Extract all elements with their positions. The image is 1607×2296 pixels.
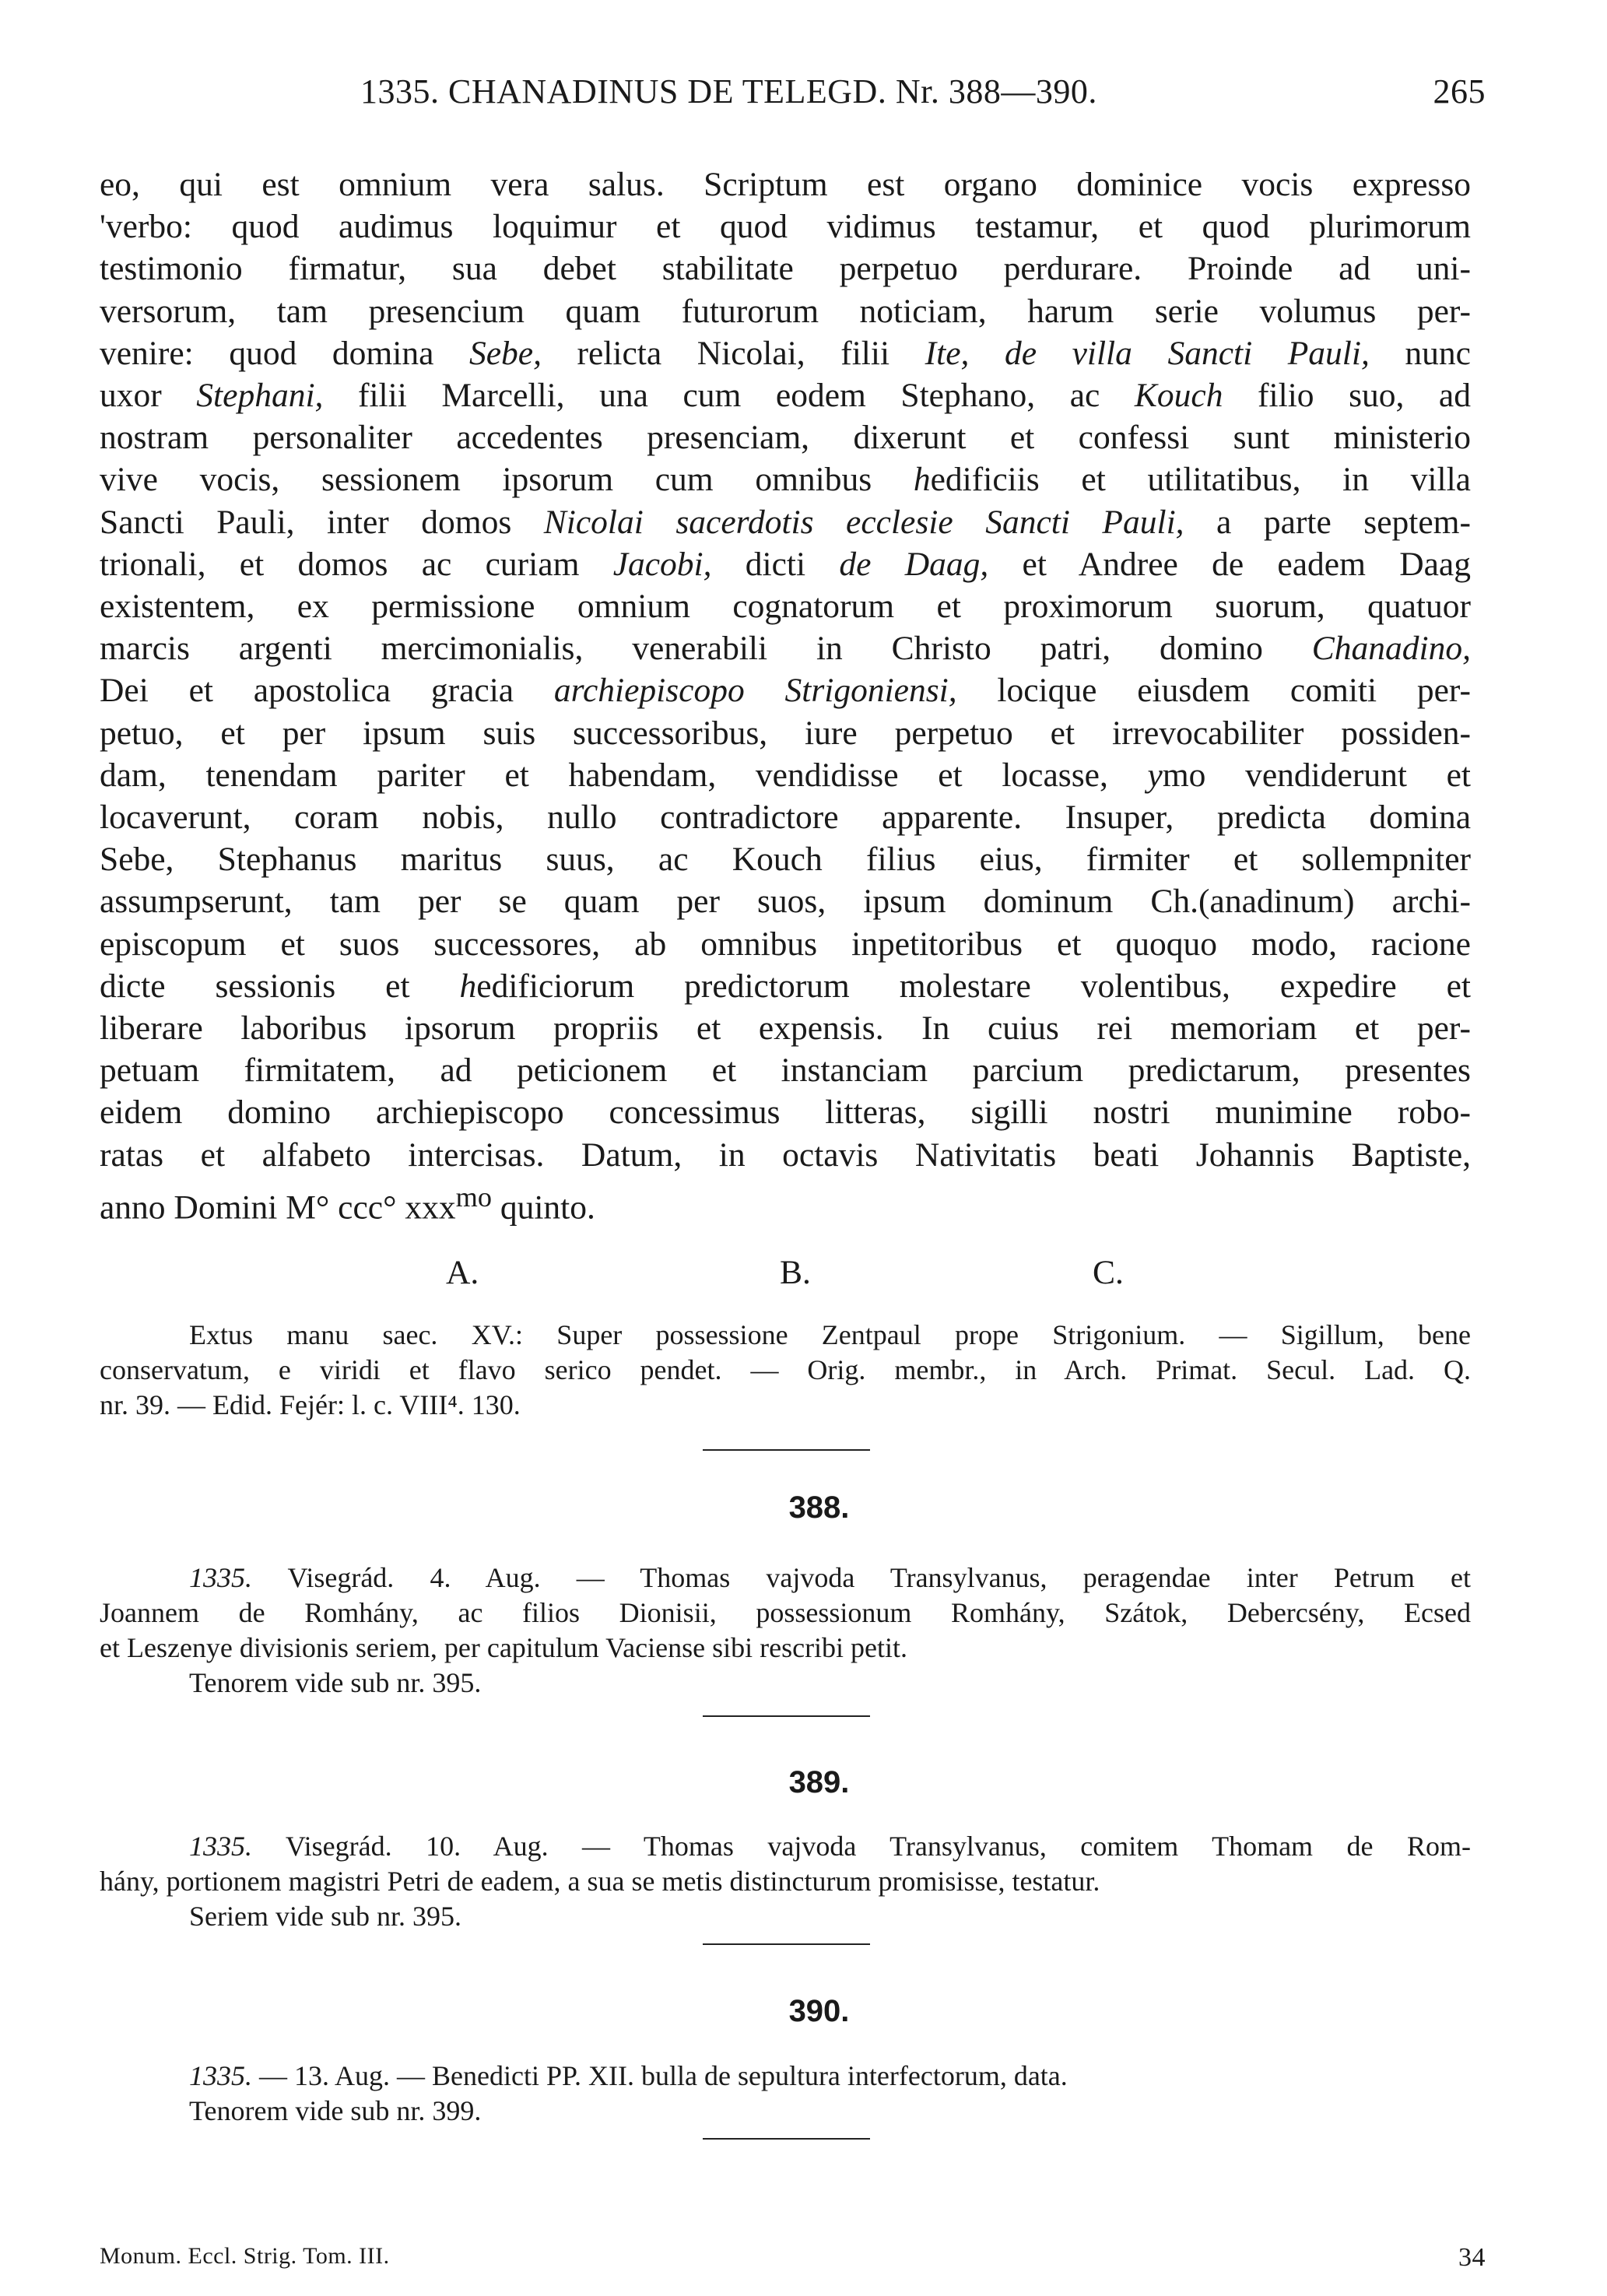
text-segment: et Andree de eadem Daag <box>988 545 1471 583</box>
italic-name: de Daag, <box>839 545 989 583</box>
text-line <box>100 543 1471 585</box>
note-line: conservatum, e viridi et flavo serico pendet. — Orig. membr., in Arch. Primat. Secul. Lad. Q. <box>100 1354 1471 1385</box>
text-line <box>100 332 1471 374</box>
italic-name: h <box>913 461 931 499</box>
text-segment: 'verbo: quod audimus loquimur et quod vidimus testamur, et quod plurimorum <box>100 208 1471 246</box>
italic-name: y <box>1147 756 1163 794</box>
text-segment: locique eiusdem comiti per- <box>956 672 1472 710</box>
text-segment: eo, qui est omnium vera salus. Scriptum est organo dominice vocis expresso <box>100 166 1471 203</box>
text-segment: quinto. <box>491 1188 595 1227</box>
text-segment: dicte sessionis et <box>100 967 460 1005</box>
text-line <box>100 838 1471 880</box>
text-line <box>100 416 1471 458</box>
text-line <box>100 1049 1471 1091</box>
separator-rule <box>703 1449 870 1451</box>
text-line <box>100 796 1471 838</box>
text-line <box>100 754 1471 796</box>
text-segment: Sebe, Stephanus maritus suus, ac Kouch filius eius, firmiter et sollempniter <box>100 841 1471 879</box>
text-line <box>100 923 1471 965</box>
text-line <box>100 1176 1471 1229</box>
text-line <box>100 248 1471 290</box>
text-segment: trionali, et domos ac curiam <box>100 545 613 583</box>
text-segment: petuam firmitatem, ad peticionem et instanciam parcium predictarum, presentes <box>100 1051 1471 1090</box>
entry-number-390: 390. <box>788 1994 850 2028</box>
entry-line: et Leszenye divisionis seriem, per capitulum Vaciense sibi rescribi petit. <box>100 1632 908 1663</box>
entry-388 <box>100 1561 1471 1701</box>
italic-name: Ite, de villa Sancti Pauli, <box>925 334 1370 372</box>
italic-name: Stephani, <box>196 377 324 415</box>
text-line <box>100 374 1471 416</box>
text-line <box>100 965 1471 1007</box>
entry-date: 1335. <box>189 2060 252 2091</box>
entry-date: 1335. <box>189 1562 252 1593</box>
italic-name: Sebe, <box>468 334 542 372</box>
entry-date: 1335. <box>189 1831 252 1862</box>
entry-number-388: 388. <box>788 1490 850 1525</box>
entry-reference: Tenorem vide sub nr. 399. <box>189 2095 482 2126</box>
text-segment: a parte septem- <box>1184 503 1471 541</box>
text-segment: nunc <box>1369 334 1471 372</box>
text-line <box>100 458 1471 500</box>
text-segment: edificiis et utilitatibus, in villa <box>930 461 1471 499</box>
text-line <box>100 501 1471 543</box>
text-segment: dicti <box>711 545 840 583</box>
text-segment: locaverunt, coram nobis, nullo contradictore apparente. Insuper, predicta domina <box>100 799 1471 837</box>
page-number: 265 <box>1433 72 1486 111</box>
italic-name: h <box>459 967 477 1005</box>
running-head <box>100 72 1486 118</box>
chirograph-letter-c: C. <box>1093 1254 1124 1291</box>
text-line <box>100 205 1471 248</box>
gathering-signature: 34 <box>1458 2243 1486 2272</box>
text-line <box>100 880 1471 922</box>
text-segment: vive vocis, sessionem ipsorum cum omnibus <box>100 461 914 499</box>
text-line <box>100 712 1471 754</box>
text-segment: marcis argenti mercimonialis, venerabili in Christo patri, domino <box>100 630 1312 668</box>
text-segment: Sancti Pauli, inter domos <box>100 503 544 541</box>
entry-389 <box>100 1829 1471 1934</box>
entry-line: 1335. — 13. Aug. — Benedicti PP. XII. bulla de sepultura interfectorum, data. <box>189 2060 1068 2091</box>
entry-line: hány, portionem magistri Petri de eadem, a sua se metis distincturum promisisse, testatur. <box>100 1866 1100 1897</box>
text-segment: nostram personaliter accedentes presenciam, dixerunt et confessi sunt ministerio <box>100 419 1471 457</box>
separator-rule <box>703 2138 870 2140</box>
text-segment: petuo, et per ipsum suis successoribus, iure perpetuo et irrevocabiliter possiden- <box>100 714 1471 752</box>
text-segment: mo <box>455 1181 492 1213</box>
text-line <box>100 585 1471 627</box>
text-segment: existentem, ex permissione omnium cognatorum et proximorum suorum, quatuor <box>100 588 1471 626</box>
chirograph-letter-a: A. <box>446 1254 479 1291</box>
text-segment: episcopum et suos successores, ab omnibus inpetitoribus et quoquo modo, racione <box>100 925 1471 963</box>
separator-rule <box>703 1943 870 1945</box>
text-segment: liberare laboribus ipsorum propriis et expensis. In cuius rei memoriam et per- <box>100 1009 1471 1048</box>
note-line: Extus manu saec. XV.: Super possessione Zentpaul prope Strigonium. — Sigillum, bene <box>189 1319 1471 1350</box>
text-line <box>100 163 1471 205</box>
chirograph-letter-b: B. <box>780 1254 811 1291</box>
entry-reference: Seriem vide sub nr. 395. <box>189 1901 461 1932</box>
separator-rule <box>703 1715 870 1717</box>
text-segment: relicta Nicolai, filii <box>541 334 925 372</box>
chirograph-letters <box>0 1253 1607 1300</box>
italic-name: Jacobi, <box>612 545 712 583</box>
text-line <box>100 290 1471 332</box>
text-line <box>100 1091 1471 1133</box>
entry-reference: Tenorem vide sub nr. 395. <box>189 1667 482 1698</box>
text-line <box>100 669 1471 711</box>
running-title: 1335. CHANADINUS DE TELEGD. Nr. 388—390. <box>360 72 1097 111</box>
text-segment: filio suo, ad <box>1223 377 1471 415</box>
text-segment: Dei et apostolica gracia <box>100 672 554 710</box>
text-segment: dam, tenendam pariter et habendam, vendidisse et locasse, <box>100 756 1148 794</box>
text-segment: testimonio firmatur, sua debet stabilitate perpetuo perdurare. Proinde ad uni- <box>100 250 1471 288</box>
text-line <box>100 1007 1471 1049</box>
page-footer <box>100 2243 1486 2270</box>
entry-line: Joannem de Romhány, ac filios Dionisii, possessionum Romhány, Szátok, Debercsény, Ecsed <box>100 1597 1471 1628</box>
italic-name: Chanadino, <box>1311 630 1471 668</box>
entry-line: 1335. Visegrád. 10. Aug. — Thomas vajvoda Transylvanus, comitem Thomam de Rom- <box>189 1831 1471 1862</box>
italic-name: Nicolai sacerdotis ecclesie Sancti Pauli, <box>543 503 1184 541</box>
text-line <box>100 627 1471 669</box>
entry-line: 1335. Visegrád. 4. Aug. — Thomas vajvoda Transylvanus, peragendae inter Petrum et <box>189 1562 1471 1593</box>
italic-name: archiepiscopo Strigoniensi, <box>553 672 957 710</box>
text-segment: edificiorum predictorum molestare volentibus, expedire et <box>476 967 1471 1005</box>
text-segment: mo vendiderunt et <box>1162 756 1471 794</box>
note-line: nr. 39. — Edid. Fejér: l. c. VIII⁴. 130. <box>100 1389 521 1420</box>
italic-name: Kouch <box>1134 377 1223 415</box>
text-segment: filii Marcelli, una cum eodem Stephano, ac <box>323 377 1135 415</box>
text-segment: venire: quod domina <box>100 334 469 372</box>
text-segment: eidem domino archiepiscopo concessimus litteras, sigilli nostri munimine robo- <box>100 1094 1471 1132</box>
footer-series-title: Monum. Eccl. Strig. Tom. III. <box>100 2243 390 2269</box>
note-387 <box>100 1318 1471 1423</box>
entry-390 <box>100 2059 1471 2129</box>
text-segment: ratas et alfabeto intercisas. Datum, in octavis Nativitatis beati Johannis Baptiste, <box>100 1136 1471 1174</box>
text-segment: assumpserunt, tam per se quam per suos, ipsum dominum Ch.(anadinum) archi- <box>100 883 1471 921</box>
text-segment: versorum, tam presencium quam futurorum noticiam, harum serie volumus per- <box>100 292 1471 330</box>
charter-text <box>100 163 1471 1229</box>
entry-number-389: 389. <box>788 1765 850 1799</box>
text-line <box>100 1134 1471 1176</box>
text-segment: anno Domini M° ccc° xxx <box>100 1188 456 1227</box>
text-segment: uxor <box>100 377 197 415</box>
